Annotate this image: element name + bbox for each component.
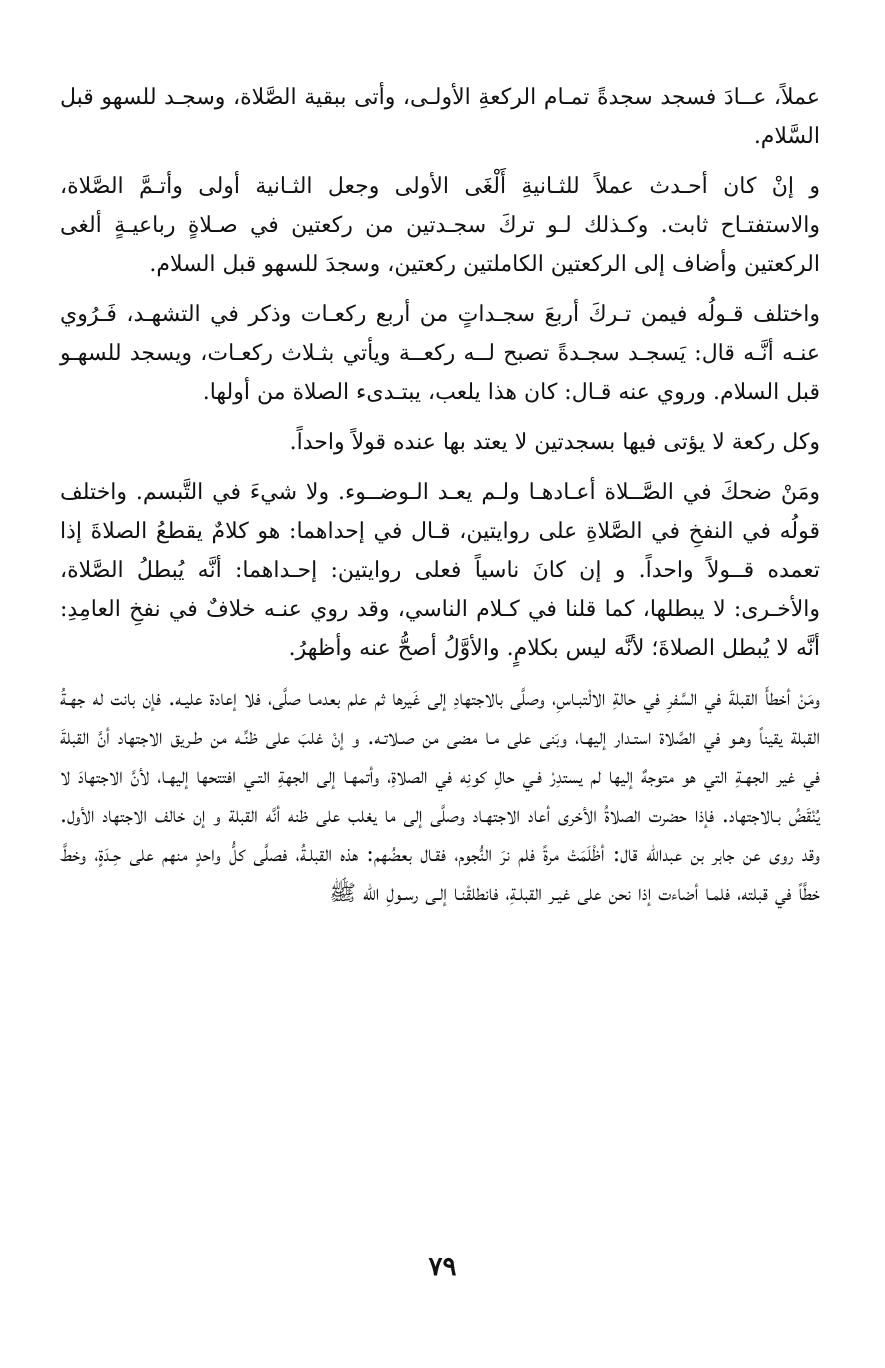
page-body bbox=[60, 78, 820, 924]
paragraph-2: و إنْ كان أحـدث عملاً للثـانيةِ أَلْغَى الأولى وجعل الثـانية أولى وأتـمَّ الصَّلاة، والاستفتـاح ثابت. وكـذلك لـو تركَ سجـدتين من ركعتين في صـلاةٍ رباعيـةٍ ألغى الركعتين وأضاف إلى الركعتين الكاملتين ركعتين، وسجدَ للسهو قبل السلام. bbox=[60, 174, 820, 277]
paragraph-5: ومَنْ ضحكَ في الصَّــلاة أعـادهـا ولـم يعـد الـوضــوء. ولا شيءَ في التَّبسم. واختلف قولُه في النفخِ في الصَّلاةِ على روايتين، قـال في إحداهما: هو كلامٌ يقطعُ الصلاةَ إذا تعمده قــولاً واحداً. و إن كانَ ناسياً فعلى روايتين: إحـداهما: أنَّه يُبطلُ الصَّلاة، والأخـرى: لا يبطلها، كما قلنا في كـلام الناسي، وقد روي عنـه خلافٌ في نفخِ العامِدِ: أنَّه لا يُبطل الصلاةَ؛ لأنَّه ليس بكلامٍ. والأوَّلُ أصحُّ عنه وأظهرُ. bbox=[60, 480, 820, 661]
paragraph-6: ومَنْ أخطأَ القبلةَ في السَّفرِ في حالةِ الالْتبـاسِ، وصلَّى بالاجتهادِ إلى غَيرها ثم علم بعدمـا صلَّى، فلا إعادة عليـه. فإن بانت له جهـةُ القبلة يقيناً وهـو في الصَّلاة استـدار إليهـا، وبَنى على مـا مضى من صـلاتـه. و إنْ غلبَ على ظنِّـه من طـريق الاجتهاد أنَّ القبلةَ في غير الجهـةِ التي هو متوجهٌ إليها لم يستدِرْ فـي حالِ كونِه في الصلاةِ، وأتمهـا إلى الجهةِ التـي افتتحها إليهـا، لأنَّ الاجتهادَ لا يُنْقَضُ بـالاجتهاد. فإذا حضرت الصلاةُ الأخرى أعاد الاجتهـاد وصلَّى إلى ما يغلب على ظنه أنَّه القبلة و إن خالف الاجتهاد الأول. وقد روى عن جابر بن عبدالله قال: أظْلَمَتْ مرةً فلم نرَ النُّجوم، فقـال بعضُهم: هذه القبلـةُ، فصلَّى كلُّ واحدٍ منهم على حِـدَةٍ، وخطَّ خطَّاً في قبلته، فلمـا أضاءت إذا نحن على غيـر القبلـةِ، فانطلقْنـا إلـى رسـولِ الله ﷺ bbox=[60, 686, 820, 906]
paragraph-3: واختلف قـولُه فيمن تـركَ أربعَ سجـداتٍ من أربع ركعـات وذكر في التشهـد، فَـرُوي عنـه أنَّـه قال: يَسجـد سجـدةً تصبح لــه ركعــة ويأتي بثـلاث ركعـات، ويسجد للسهـو قبل السلام. وروي عنه قـال: كان هذا يلعب، يبتـدىء الصلاة من أولها. bbox=[60, 302, 820, 405]
paragraph-4: وكل ركعة لا يؤتى فيها بسجدتين لا يعتد بها عنده قولاً واحداً. bbox=[289, 430, 820, 455]
page-number: ٧٩ bbox=[428, 1252, 457, 1282]
paragraph-1: عملاً، عــادَ فسجد سجدةً تمـام الركعةِ الأولـى، وأتى ببقية الصَّلاة، وسجـد للسهو قبل السَّلام. bbox=[60, 85, 820, 149]
